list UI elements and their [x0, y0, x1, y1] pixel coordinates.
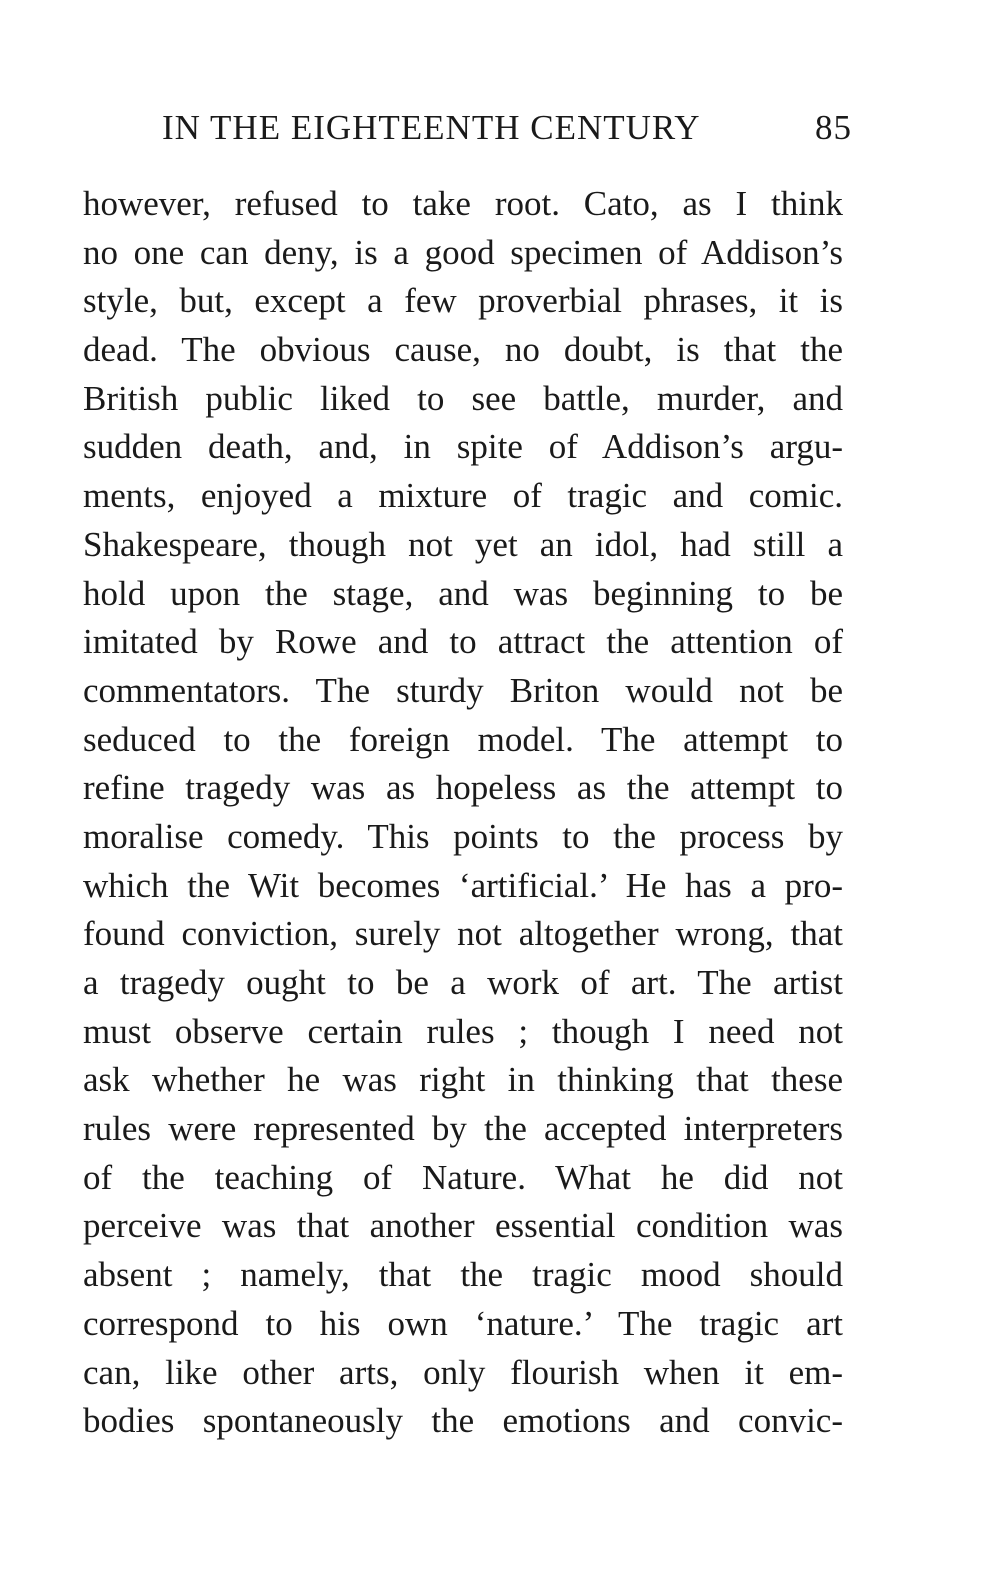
running-head-title: IN THE EIGHTEENTH CENTURY — [162, 108, 701, 147]
body-text — [83, 180, 843, 1446]
text-line: commentators. The sturdy Briton would not be — [83, 670, 843, 710]
text-line: no one can deny, is a good specimen of Addison’s — [83, 232, 843, 272]
text-line: British public liked to see battle, murder, and — [83, 378, 843, 418]
text-line: found conviction, surely not altogether wrong, that — [83, 914, 843, 954]
text-line: of the teaching of Nature. What he did not — [83, 1157, 843, 1197]
text-line: Shakespeare, though not yet an idol, had still a — [83, 524, 843, 564]
text-line: sudden death, and, in spite of Addison’s argu- — [83, 427, 843, 467]
text-line: a tragedy ought to be a work of art. The artist — [83, 963, 843, 1002]
text-line: imitated by Rowe and to attract the attention of — [83, 622, 843, 662]
text-line: which the Wit becomes ‘artificial.’ He has a pro- — [83, 865, 843, 905]
text-line: ask whether he was right in thinking that these — [83, 1060, 843, 1100]
text-line: bodies spontaneously the emotions and convic- — [83, 1401, 843, 1441]
page-number: 85 — [815, 108, 852, 147]
text-line: style, but, except a few proverbial phrases, it is — [83, 281, 843, 321]
running-head — [162, 108, 852, 158]
text-line: moralise comedy. This points to the process by — [83, 816, 843, 856]
text-line: absent ; namely, that the tragic mood should — [83, 1255, 843, 1295]
text-line: ments, enjoyed a mixture of tragic and comic. — [83, 476, 843, 516]
text-line: perceive was that another essential condition was — [83, 1206, 843, 1246]
text-line: rules were represented by the accepted interpreters — [83, 1109, 843, 1149]
text-line: however, refused to take root. Cato, as I think — [83, 184, 843, 223]
text-line: dead. The obvious cause, no doubt, is that the — [83, 330, 843, 370]
text-line: correspond to his own ‘nature.’ The tragic art — [83, 1303, 843, 1343]
text-line: hold upon the stage, and was beginning to be — [83, 573, 843, 613]
text-line: must observe certain rules ; though I need not — [83, 1011, 843, 1051]
text-line: can, like other arts, only flourish when it em- — [83, 1352, 843, 1392]
text-line: seduced to the foreign model. The attempt to — [83, 719, 843, 759]
text-line: refine tragedy was as hopeless as the attempt to — [83, 768, 843, 808]
